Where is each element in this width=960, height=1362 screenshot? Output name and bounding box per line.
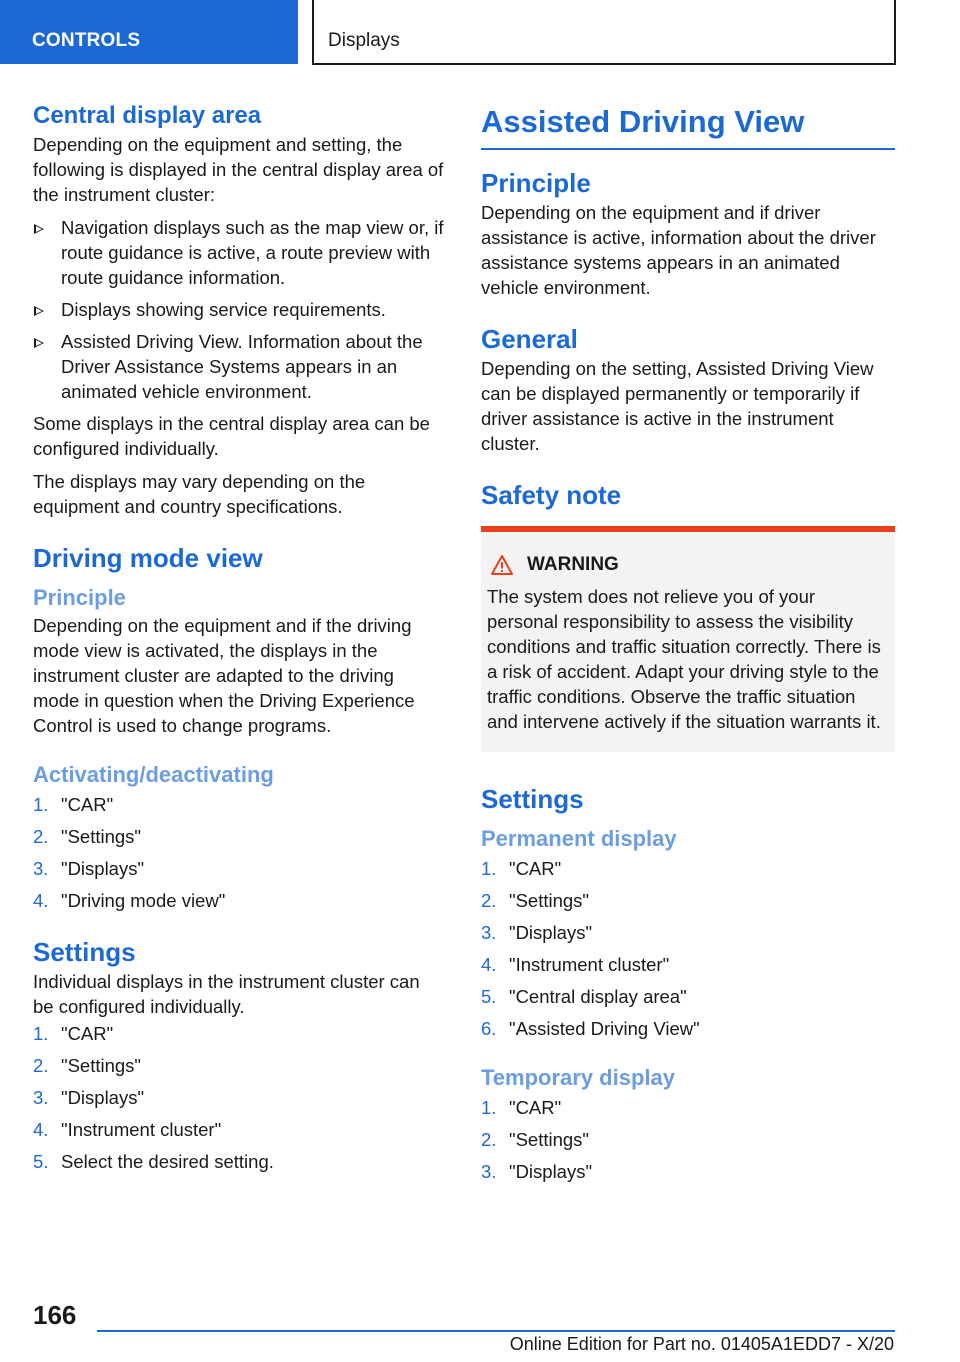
general-text: Depending on the setting, Assisted Driving View can be displayed permanently or temporarily if driver assistance is active in the instrument cluster. [481, 358, 874, 454]
step-item: 1. "CAR" [481, 858, 562, 879]
settings-steps-left [33, 1021, 445, 1174]
step-item: 4. "Instrument cluster" [33, 1119, 222, 1140]
triangle-bullet-icon [34, 224, 44, 234]
settings-heading-right: Settings [481, 784, 584, 814]
list-item: Navigation displays such as the map view or, if route guidance is active, a route preview with route guidance information. [33, 215, 445, 290]
triangle-bullet-icon [34, 306, 44, 316]
permanent-display-heading: Permanent display [481, 826, 677, 851]
step-item: 3. "Displays" [33, 858, 145, 879]
warning-triangle-icon [491, 555, 513, 575]
warning-text: The system does not relieve you of your personal responsibility to assess the visibility conditions and traffic situation correctly. There is a risk of accident. Adapt your driving style to the traffic conditions. Observe the traffic situation and intervene actively if the situation warrants it. [487, 586, 881, 732]
step-item: 2. "Settings" [33, 826, 141, 847]
section-header [312, 0, 896, 65]
right-column [481, 100, 895, 1191]
driving-principle-text: Depending on the equipment and if the driving mode view is activated, the displays in the instrument cluster are adapted to the driving mode in question when the Driving Experience Control is used to change programs. [33, 615, 415, 736]
temporary-display-heading: Temporary display [481, 1065, 675, 1090]
triangle-bullet-icon [34, 338, 44, 348]
step-item: 5. "Central display area" [481, 986, 687, 1007]
step-item: 2. "Settings" [481, 890, 589, 911]
step-item: 3. "Displays" [481, 922, 593, 943]
step-item: 4. "Driving mode view" [33, 890, 226, 911]
general-heading: General [481, 324, 578, 354]
driving-principle-heading: Principle [33, 585, 126, 610]
right-principle-heading: Principle [481, 168, 591, 198]
settings-heading-left: Settings [33, 937, 136, 967]
right-principle-text: Depending on the equipment and if driver assistance is active, information about the driver assistance systems appears in an animated vehicle environment. [481, 202, 876, 298]
warning-box [481, 526, 895, 752]
left-column [33, 100, 445, 1181]
central-display-list [33, 215, 445, 404]
step-item: 6. "Assisted Driving View" [481, 1018, 700, 1039]
assisted-driving-heading: Assisted Driving View [481, 100, 895, 150]
settings-text-left: Individual displays in the instrument cluster can be configured individually. [33, 971, 420, 1017]
step-item: 1. "CAR" [481, 1097, 562, 1118]
step-item: 3. "Displays" [481, 1161, 593, 1182]
driving-mode-heading: Driving mode view [33, 543, 263, 573]
page-number: 166 [33, 1300, 77, 1330]
step-item: 1. "CAR" [33, 794, 114, 815]
chapter-tab [0, 0, 298, 64]
chapter-tab-label: CONTROLS [32, 30, 141, 51]
edition-text: Online Edition for Part no. 01405A1EDD7 - X/20 [509, 1334, 894, 1354]
section-header-label: Displays [328, 30, 400, 51]
list-item: Displays showing service requirements. [33, 297, 445, 322]
step-item: 1. "CAR" [33, 1023, 114, 1044]
list-item: Assisted Driving View. Information about the Driver Assistance Systems appears in an animated vehicle environment. [33, 329, 445, 404]
step-item: 4. "Instrument cluster" [481, 954, 670, 975]
central-display-intro: Depending on the equipment and setting, the following is displayed in the central display area of the instrument cluster: [33, 134, 444, 205]
central-display-para-2: The displays may vary depending on the equipment and country specifications. [33, 471, 366, 517]
activating-steps [33, 792, 445, 913]
temporary-steps [481, 1095, 895, 1184]
central-display-heading: Central display area [33, 102, 262, 129]
step-item: 5. Select the desired setting. [33, 1151, 274, 1172]
step-item: 2. "Settings" [481, 1129, 589, 1150]
footer-divider [97, 1330, 895, 1332]
activating-heading: Activating/deactivating [33, 762, 274, 787]
central-display-para-1: Some displays in the central display area can be configured individually. [33, 413, 430, 459]
warning-title: WARNING [487, 552, 887, 578]
step-item: 3. "Displays" [33, 1087, 145, 1108]
permanent-steps [481, 856, 895, 1041]
safety-note-heading: Safety note [481, 480, 622, 510]
step-item: 2. "Settings" [33, 1055, 141, 1076]
